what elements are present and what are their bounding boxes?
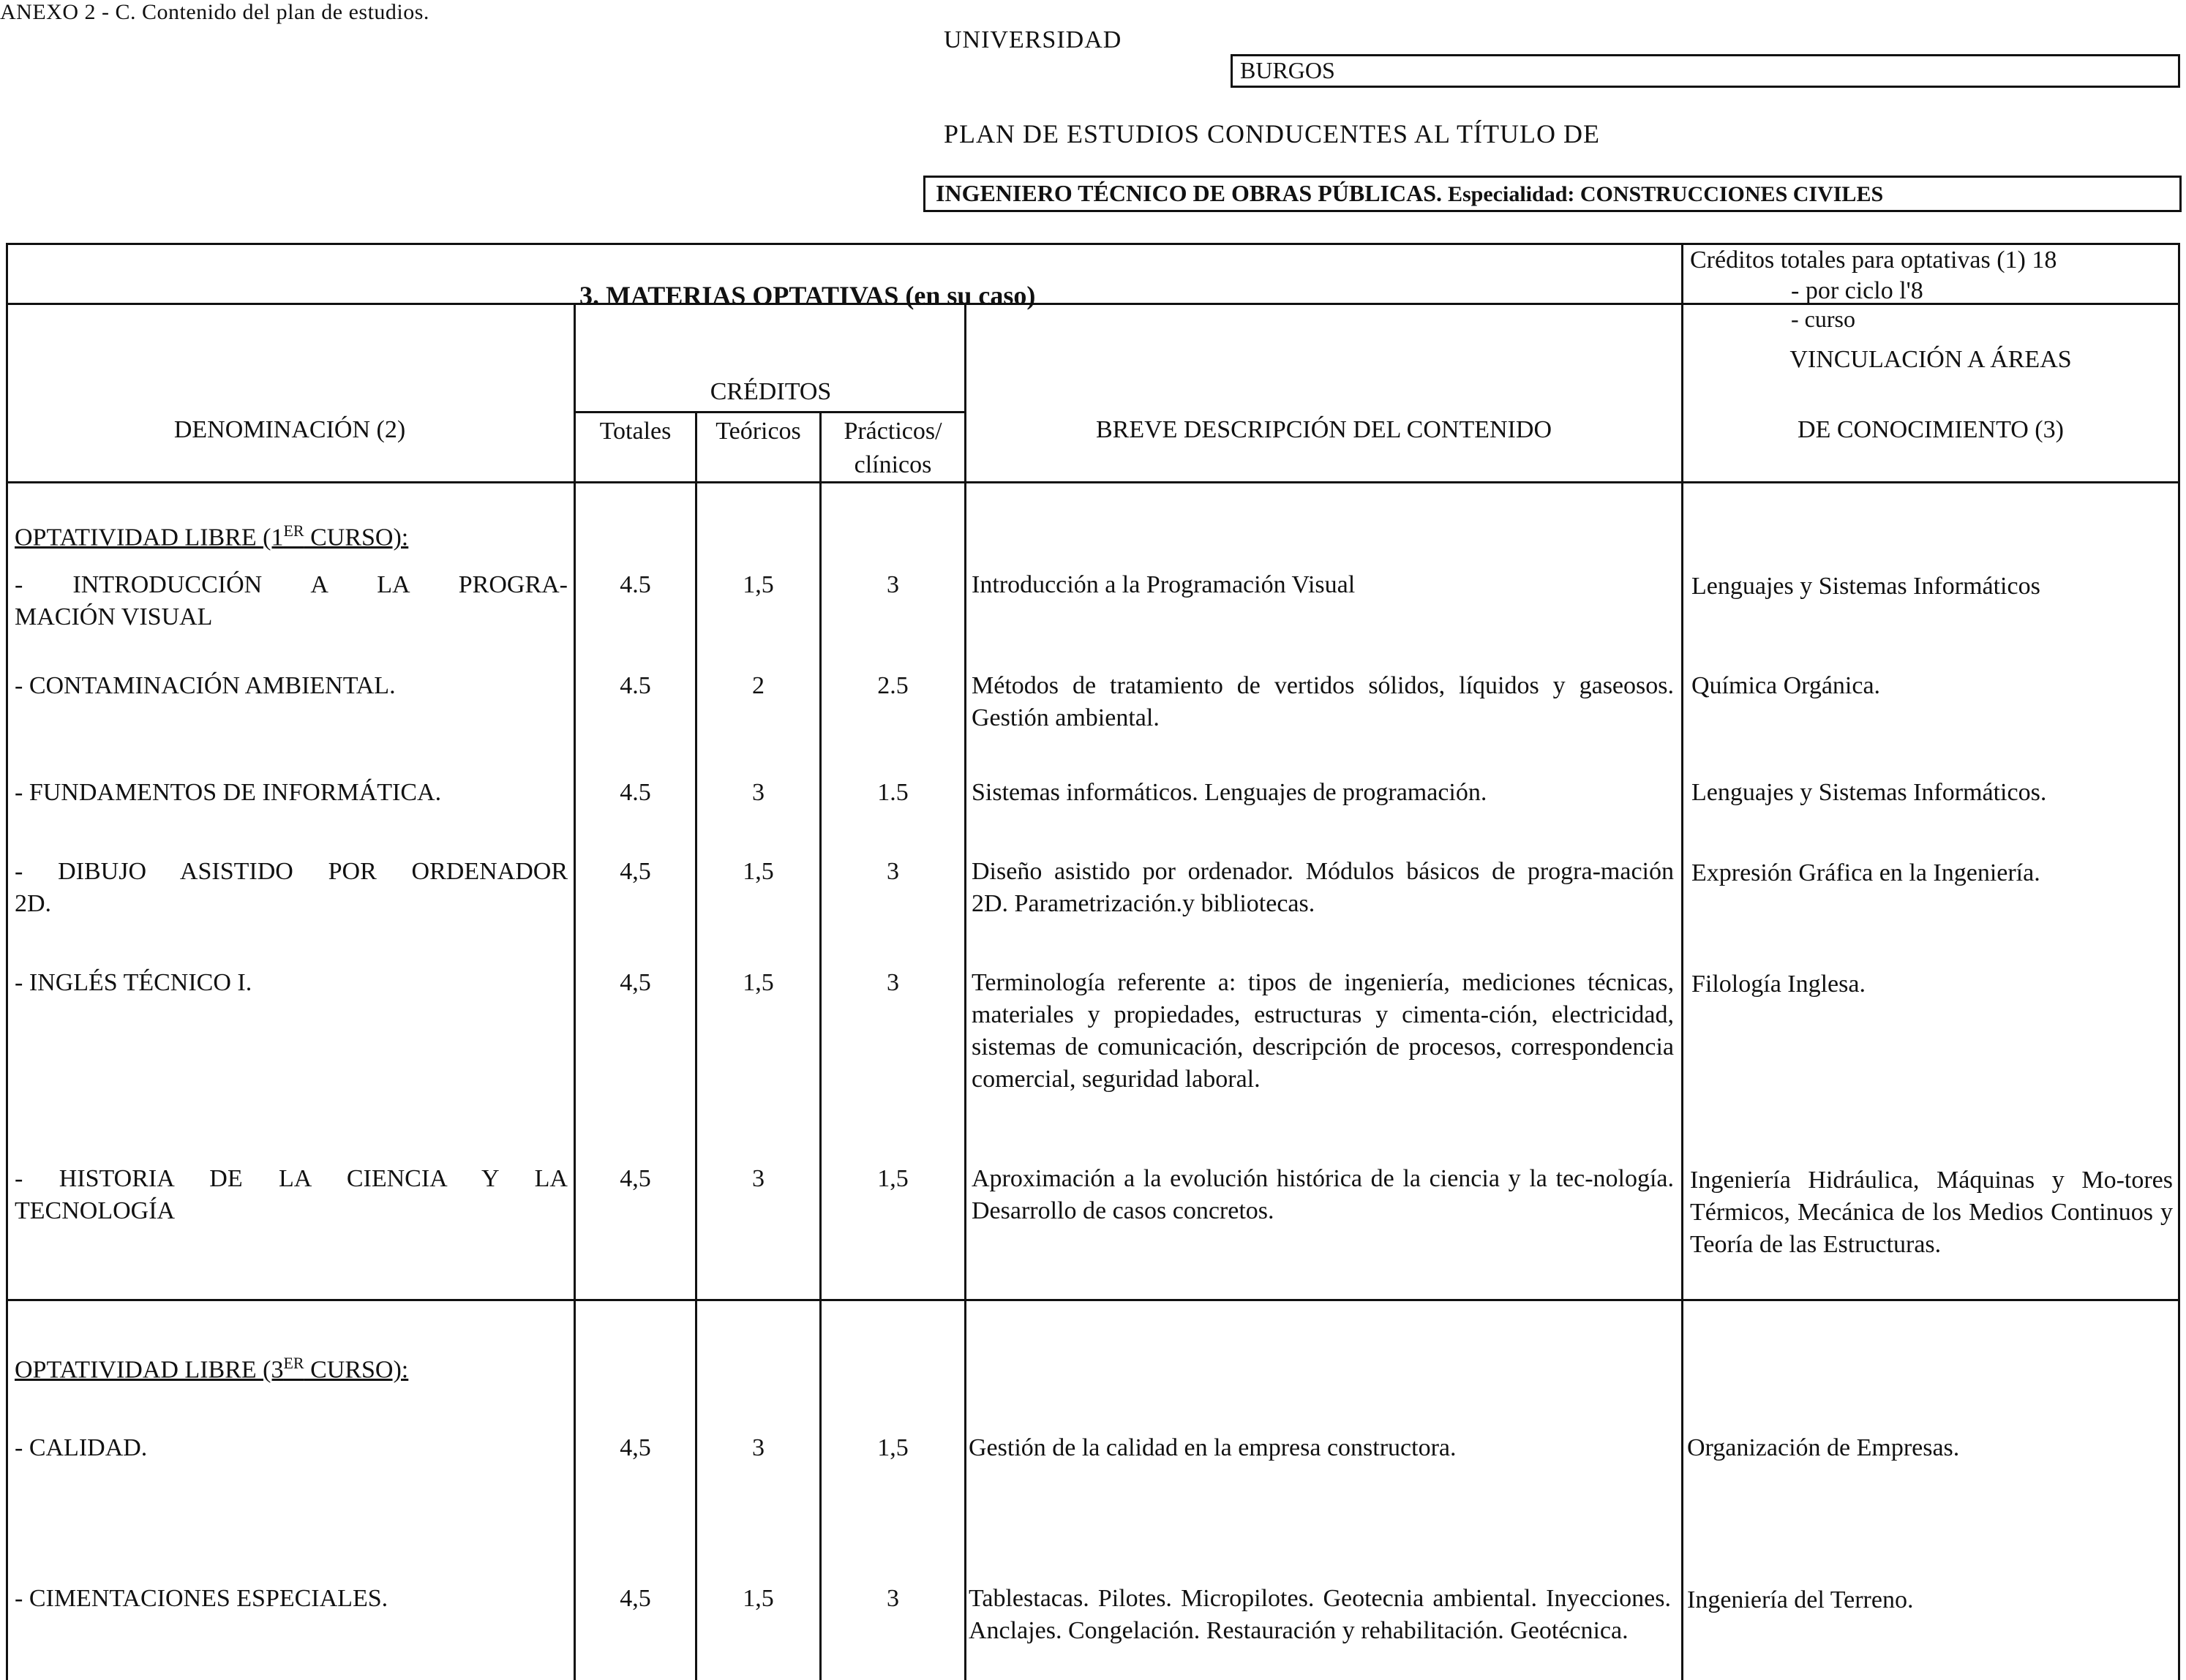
- row-2-practicos: 2.5: [877, 672, 909, 699]
- row-7-descripcion: Gestión de la calidad en la empresa constructora.: [969, 1434, 1457, 1461]
- row-5-descripcion: Terminología referente a: tipos de ingeniería, mediciones técnicas, materiales y propiedades, estructuras y cimenta-ción, electricidad, sistemas de comunicación, descripción de procesos, correspondencia comercial, seguridad laboral.: [972, 969, 1674, 1093]
- col-header-creditos: CRÉDITOS: [710, 378, 832, 405]
- row-6-totales: 4,5: [620, 1165, 651, 1192]
- university-label: UNIVERSIDAD: [944, 26, 1122, 53]
- row-4-descripcion: Diseño asistido por ordenador. Módulos básicos de progra-mación 2D. Parametrización.y bibliotecas.: [972, 858, 1674, 917]
- row-1-totales: 4.5: [620, 571, 651, 598]
- row-6-area: Ingeniería Hidráulica, Máquinas y Mo-tores Térmicos, Mecánica de los Medios Continuos y Teoría de las Estructuras.: [1690, 1167, 2173, 1258]
- row-7-teoricos: 3: [752, 1434, 765, 1461]
- section-title: 3. MATERIAS OPTATIVAS (en su caso): [579, 281, 1036, 310]
- degree-title-box: [923, 176, 2182, 212]
- row-1-area: Lenguajes y Sistemas Informáticos: [1691, 573, 2040, 600]
- row-5-name: - INGLÉS TÉCNICO I.: [15, 969, 252, 996]
- degree-title: INGENIERO TÉCNICO DE OBRAS PÚBLICAS.: [936, 180, 1442, 206]
- row-5-practicos: 3: [887, 969, 899, 996]
- row-3-teoricos: 3: [752, 779, 765, 806]
- row-7-area: Organización de Empresas.: [1687, 1434, 1960, 1461]
- row-4-area: Expresión Gráfica en la Ingeniería.: [1691, 859, 2040, 886]
- annex-label: ANEXO 2 - C. Contenido del plan de estudios.: [0, 0, 429, 24]
- row-4-name: - DIBUJO ASISTIDO POR ORDENADOR 2D.: [15, 858, 568, 917]
- row-2-area: Química Orgánica.: [1691, 672, 1881, 699]
- col-divider-descripcion: [964, 303, 966, 1680]
- row-8-name: - CIMENTACIONES ESPECIALES.: [15, 1585, 388, 1612]
- group-heading-1er-curso: OPTATIVIDAD LIBRE (1ER CURSO):: [15, 521, 409, 551]
- credits-per-cycle-line: - por ciclo l'8: [1791, 277, 1923, 304]
- col-divider-teoricos: [695, 411, 697, 1680]
- col-header-denominacion: DENOMINACIÓN (2): [173, 416, 406, 443]
- row-8-descripcion: Tablestacas. Pilotes. Micropilotes. Geotecnia ambiental. Inyecciones. Anclajes. Congelación. Restauración y rehabilitación. Geotécnica.: [969, 1585, 1671, 1644]
- column-header-divider: [6, 481, 2180, 483]
- col-divider-practicos: [819, 411, 822, 1680]
- row-4-practicos: 3: [887, 858, 899, 885]
- row-3-name: - FUNDAMENTOS DE INFORMÁTICA.: [15, 779, 442, 806]
- row-5-totales: 4,5: [620, 969, 651, 996]
- row-3-descripcion: Sistemas informáticos. Lenguajes de programación.: [972, 779, 1487, 806]
- group-heading-3er-curso: OPTATIVIDAD LIBRE (3ER CURSO):: [15, 1354, 409, 1384]
- col-header-totales: Totales: [599, 418, 672, 445]
- row-1-name: - INTRODUCCIÓN A LA PROGRA- MACIÓN VISUAL: [15, 571, 568, 630]
- row-3-totales: 4.5: [620, 779, 651, 806]
- plan-label: PLAN DE ESTUDIOS CONDUCENTES AL TÍTULO DE: [944, 119, 1600, 148]
- row-5-area: Filología Inglesa.: [1691, 971, 1866, 998]
- row-3-practicos: 1.5: [877, 779, 909, 806]
- credits-per-course-line: - curso: [1791, 306, 1855, 332]
- group-divider: [6, 1299, 2180, 1301]
- optional-subjects-table: [6, 243, 2180, 1680]
- row-1-descripcion: Introducción a la Programación Visual: [972, 571, 1356, 598]
- row-6-descripcion: Aproximación a la evolución histórica de la ciencia y la tec-nología. Desarrollo de casos concretos.: [972, 1165, 1674, 1224]
- col-header-vinculacion-1: VINCULACIÓN A ÁREAS: [1789, 346, 2072, 373]
- col-header-clinicos: clínicos: [854, 451, 932, 478]
- row-8-teoricos: 1,5: [743, 1585, 774, 1612]
- col-divider-areas: [1681, 243, 1683, 1680]
- row-6-practicos: 1,5: [877, 1165, 909, 1192]
- row-7-practicos: 1,5: [877, 1434, 909, 1461]
- row-6-name: - HISTORIA DE LA CIENCIA Y LA TECNOLOGÍA: [15, 1165, 568, 1224]
- row-8-totales: 4,5: [620, 1585, 651, 1612]
- row-4-totales: 4,5: [620, 858, 651, 885]
- credits-total-line: Créditos totales para optativas (1) 18: [1690, 246, 2057, 274]
- row-2-totales: 4.5: [620, 672, 651, 699]
- col-header-descripcion: BREVE DESCRIPCIÓN DEL CONTENIDO: [1095, 416, 1552, 443]
- row-1-practicos: 3: [887, 571, 899, 598]
- col-header-teoricos: Teóricos: [715, 418, 801, 445]
- col-header-vinculacion-2: DE CONOCIMIENTO (3): [1798, 416, 2064, 443]
- table-border-left: [6, 243, 8, 1680]
- university-name-box: [1231, 54, 2180, 88]
- row-8-practicos: 3: [887, 1585, 899, 1612]
- credits-subheader-divider: [574, 411, 966, 413]
- row-2-teoricos: 2: [752, 672, 765, 699]
- row-3-area: Lenguajes y Sistemas Informáticos.: [1691, 779, 2047, 806]
- degree-specialty: Especialidad: CONSTRUCCIONES CIVILES: [1448, 182, 1884, 206]
- row-2-descripcion: Métodos de tratamiento de vertidos sólidos, líquidos y gaseosos. Gestión ambiental.: [972, 672, 1674, 731]
- row-6-teoricos: 3: [752, 1165, 765, 1192]
- row-4-teoricos: 1,5: [743, 858, 774, 885]
- university-name: BURGOS: [1240, 57, 1335, 83]
- row-7-name: - CALIDAD.: [15, 1434, 148, 1461]
- table-border-right: [2178, 243, 2180, 1680]
- row-1-teoricos: 1,5: [743, 571, 774, 598]
- row-5-teoricos: 1,5: [743, 969, 774, 996]
- row-7-totales: 4,5: [620, 1434, 651, 1461]
- row-8-area: Ingeniería del Terreno.: [1687, 1586, 1914, 1613]
- row-2-name: - CONTAMINACIÓN AMBIENTAL.: [15, 672, 396, 699]
- col-header-practicos: Prácticos/: [844, 418, 942, 445]
